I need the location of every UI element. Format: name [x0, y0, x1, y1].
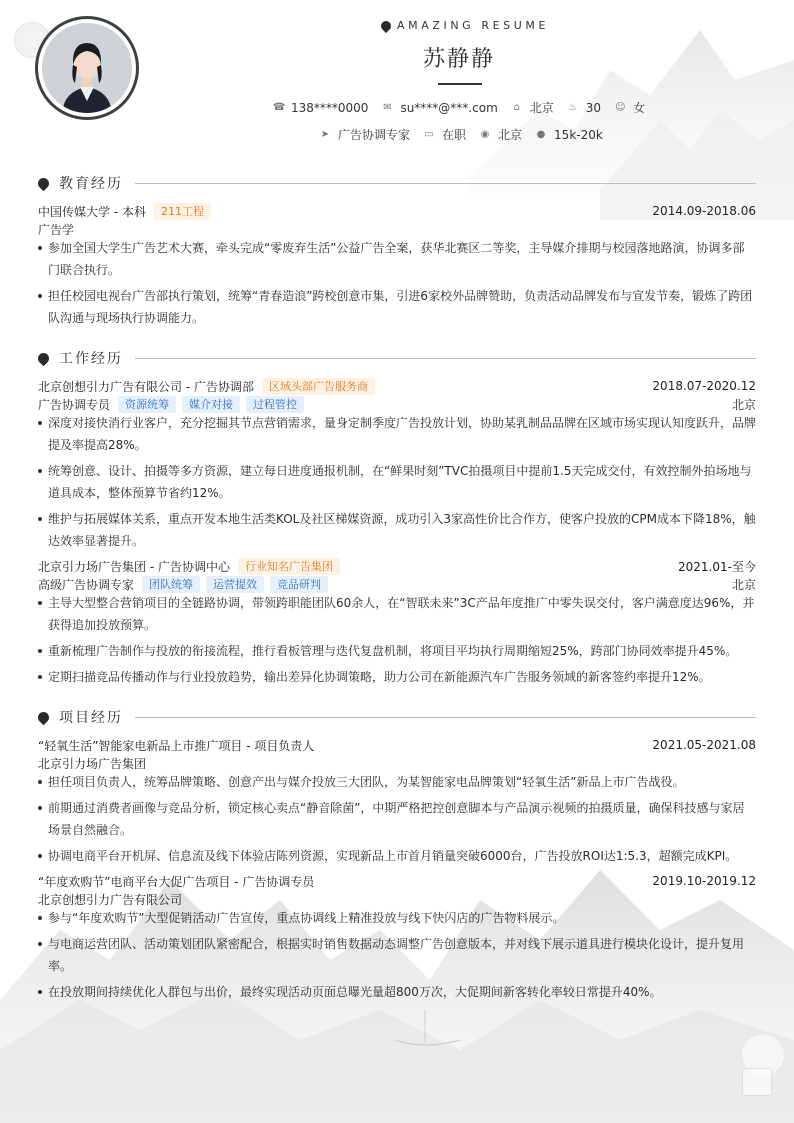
hometown-text: 北京 [529, 101, 554, 115]
company-tag: 区域头部广告服务商 [262, 378, 375, 395]
home-icon: ⌂ [513, 101, 520, 113]
name-divider [438, 83, 482, 85]
scroll-to-top-button[interactable] [742, 1068, 772, 1096]
job-role-row [38, 395, 756, 413]
job-bullet: 深度对接快消行业客户，充分挖掘其节点营销需求，量身定制季度广告投放计划，协助某乳制品品牌在区域市场实现认知度跃升，品牌提及率提高28%。 [38, 412, 756, 456]
project-header [38, 736, 756, 754]
company-tag: 行业知名广告集团 [238, 558, 340, 575]
status-text: 在职 [442, 128, 467, 142]
contact-info-row [273, 99, 659, 116]
leaf-icon [36, 175, 52, 191]
section-projects [38, 707, 756, 727]
job-city: 北京 [731, 577, 756, 592]
job-bullet: 重新梳理广告制作与投放的衔接流程，推行看板管理与迭代复盘机制，将项目平均执行周期缩短25%，跨部门协同效率提升45%。 [38, 640, 756, 662]
job-intent-row [320, 126, 617, 143]
job-role-row [38, 575, 756, 593]
info-email [382, 101, 497, 115]
skill-tag: 媒介对接 [182, 396, 240, 413]
section-title: 教育经历 [59, 176, 123, 192]
send-icon: ➤ [320, 128, 330, 140]
leaf-icon [36, 350, 52, 366]
info-home [512, 99, 554, 116]
phone-text: 138****0000 [291, 100, 369, 115]
section-divider [135, 183, 756, 184]
education-date: 2014.09-2018.06 [652, 204, 756, 218]
project-date: 2021.05-2021.08 [652, 738, 756, 752]
info-gender [615, 99, 645, 116]
position-text: 广告协调专家 [338, 128, 411, 142]
job-header [38, 377, 756, 395]
gender-text: 女 [633, 101, 646, 115]
cake-icon: ♨ [568, 101, 578, 113]
project-bullet: 前期通过消费者画像与竞品分析，锁定核心卖点“静音除菌”，中期严格把控创意脚本与产品演示视频的拍摄质量，确保科技感与家居场景自然融合。 [38, 797, 756, 841]
skill-tag: 竞品研判 [270, 576, 328, 593]
eyebrow-text: AMAZING RESUME [397, 19, 550, 32]
project-header [38, 872, 756, 890]
job-bullet: 统筹创意、设计、拍摄等多方资源，建立每日进度通报机制，在“鲜果时刻”TVC拍摄项目中提前1.5天完成交付，有效控制外拍场地与道具成本，整体预算节省约12%。 [38, 460, 756, 504]
project-bullet: 参与“年度欢购节”大型促销活动广告宣传，重点协调线上精准投放与线下快闪店的广告物料展示。 [38, 907, 756, 929]
phone-icon: ☎ [273, 101, 286, 113]
info-age [568, 101, 601, 115]
briefcase-icon: ▭ [424, 128, 434, 140]
leaf-icon [36, 709, 52, 725]
job-bullet: 维护与拓展媒体关系，重点开发本地生活类KOL及社区梯媒资源，成功引入3家高性价比合作方，使客户投放的CPM成本下降18%，触达效率显著提升。 [38, 508, 756, 552]
resume-eyebrow [381, 19, 549, 32]
education-major [38, 220, 756, 238]
info-position [320, 126, 410, 143]
info-phone [273, 101, 368, 115]
job-role: 高级广告协调专家 [38, 577, 135, 592]
project-org: 北京创想引力广告有限公司 [38, 892, 183, 907]
project-bullet: 担任项目负责人，统筹品牌策略、创意产出与媒介投放三大团队，为某智能家电品牌策划“轻氧生活”新品上市广告战役。 [38, 771, 756, 793]
city-text: 北京 [498, 128, 523, 142]
info-salary [536, 128, 603, 142]
money-icon: ● [536, 128, 546, 140]
section-title: 工作经历 [59, 351, 123, 367]
project-name: “轻氧生活”智能家电新品上市推广项目 - 项目负责人 [38, 738, 315, 753]
project-bullet: 与电商运营团队、活动策划团队紧密配合，根据实时销售数据动态调整广告创意版本，并对线下展示道具进行模块化设计，提升复用率。 [38, 933, 756, 977]
school-tag: 211工程 [154, 203, 211, 220]
section-divider [135, 358, 756, 359]
job-date: 2018.07-2020.12 [652, 379, 756, 393]
company-name: 北京引力场广告集团 - 广告协调中心 [38, 559, 230, 574]
job-bullet: 主导大型整合营销项目的全链路协调，带领跨职能团队60余人，在“智联未来”3C产品年度推广中零失误交付，客户满意度达96%，并获得追加投放预算。 [38, 592, 756, 636]
job-bullet: 定期扫描竞品传播动作与行业投放趋势，输出差异化协调策略，助力公司在新能源汽车广告服务领域的新客签约率提升12%。 [38, 666, 756, 688]
section-divider [135, 717, 756, 718]
major-text: 广告学 [38, 222, 75, 237]
school-name: 中国传媒大学 - 本科 [38, 204, 146, 219]
email-text: su****@***.com [400, 100, 498, 115]
job-city: 北京 [731, 397, 756, 412]
age-text: 30 [585, 100, 602, 115]
info-city [480, 126, 522, 143]
section-title: 项目经历 [59, 710, 123, 726]
job-date: 2021.01-至今 [678, 559, 756, 574]
info-status [424, 126, 466, 143]
section-work [38, 348, 756, 368]
salary-text: 15k-20k [554, 127, 603, 142]
education-header [38, 202, 756, 220]
job-header [38, 557, 756, 575]
education-bullet: 参加全国大学生广告艺术大赛，牵头完成“零废弃生活”公益广告全案，获华北赛区二等奖，主导媒介排期与校园落地路演，协调多部门联合执行。 [38, 237, 756, 281]
candidate-name: 苏静静 [422, 47, 495, 72]
skill-tag: 团队统筹 [142, 576, 200, 593]
mail-icon: ✉ [383, 101, 392, 113]
education-bullet: 担任校园电视台广告部执行策划，统筹“青春造浪”跨校创意市集，引进6家校外品牌赞助，负责活动品牌发布与宣发节奏，锻炼了跨团队沟通与现场执行协调能力。 [38, 285, 756, 329]
project-org-row [38, 754, 756, 772]
project-name: “年度欢购节”电商平台大促广告项目 - 广告协调专员 [38, 874, 315, 889]
project-bullet: 在投放期间持续优化人群包与出价，最终实现活动页面总曝光量超800万次，大促期间新客转化率较日常提升40%。 [38, 981, 756, 1003]
skill-tag: 过程管控 [246, 396, 304, 413]
skill-tag: 资源统筹 [118, 396, 176, 413]
project-bullet: 协调电商平台开机屏、信息流及线下体验店陈列资源，实现新品上市首月销量突破6000台，广告投放ROI达1:5.3，超额完成KPI。 [38, 845, 756, 867]
project-date: 2019.10-2019.12 [652, 874, 756, 888]
skill-tag: 运营提效 [206, 576, 264, 593]
leaf-icon [379, 18, 393, 32]
smile-icon: ☺ [615, 101, 626, 113]
company-name: 北京创想引力广告有限公司 - 广告协调部 [38, 379, 254, 394]
location-pin-icon: ◉ [480, 128, 490, 140]
section-education [38, 173, 756, 193]
project-org-row [38, 890, 756, 908]
project-org: 北京引力场广告集团 [38, 756, 147, 771]
job-role: 广告协调专员 [38, 397, 111, 412]
